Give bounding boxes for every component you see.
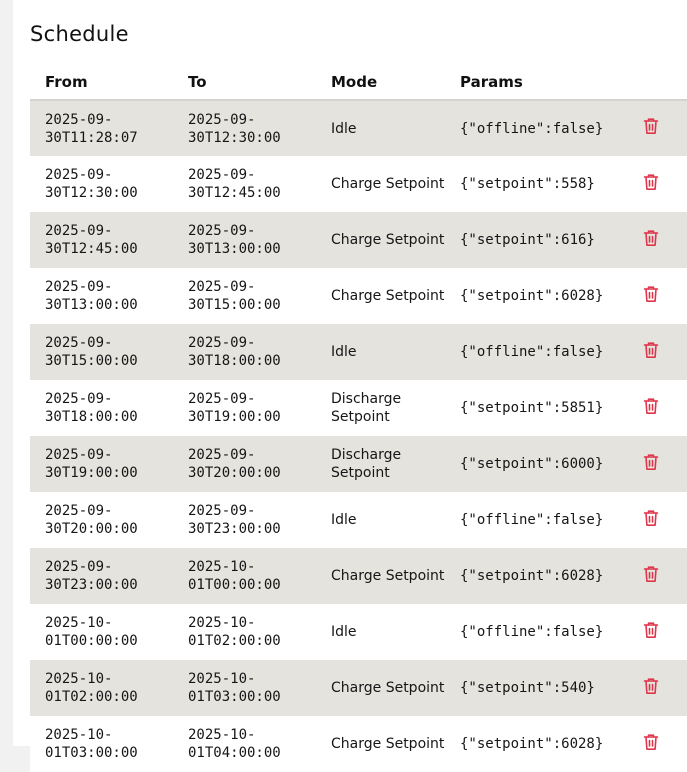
to-time: 01T02:00:00 [188,633,281,649]
from-cell [30,212,173,268]
schedule-panel [13,0,687,761]
from-date: 2025-09- [45,447,113,463]
from-date: 2025-09- [45,223,113,239]
from-date: 2025-09- [45,335,113,351]
from-time: 30T20:00:00 [45,521,138,537]
trash-icon[interactable] [643,229,659,247]
column-header-actions [623,64,687,100]
table-row [30,156,687,212]
from-time: 30T15:00:00 [45,353,138,369]
column-header-params: Params [445,64,623,100]
trash-icon[interactable] [643,397,659,415]
to-cell [173,156,316,212]
from-date: 2025-09- [45,391,113,407]
table-body [30,100,687,772]
actions-cell [623,212,687,268]
params-cell: {"setpoint":616} [460,232,595,248]
mode-cell: Idle [331,624,357,640]
to-cell [173,268,316,324]
to-cell [173,548,316,604]
actions-cell [623,436,687,492]
from-cell [30,100,173,156]
from-cell [30,156,173,212]
column-header-mode: Mode [316,64,445,100]
to-cell [173,660,316,716]
to-cell [173,380,316,436]
table-row [30,212,687,268]
trash-icon[interactable] [643,565,659,583]
from-date: 2025-10- [45,615,113,631]
from-date: 2025-09- [45,279,113,295]
to-time: 01T04:00:00 [188,745,281,761]
from-date: 2025-10- [45,671,113,687]
actions-cell [623,660,687,716]
table-row [30,268,687,324]
to-cell [173,100,316,156]
table-header [30,64,687,100]
actions-cell [623,100,687,156]
from-cell [30,716,173,772]
mode-cell: Idle [331,512,357,528]
trash-icon[interactable] [643,285,659,303]
from-time: 30T12:45:00 [45,241,138,257]
params-cell: {"setpoint":6028} [460,568,604,584]
to-time: 30T18:00:00 [188,353,281,369]
from-cell [30,268,173,324]
params-cell: {"offline":false} [460,120,604,137]
to-cell [173,492,316,548]
to-date: 2025-09- [188,391,256,407]
table-row [30,660,687,716]
to-time: 30T13:00:00 [188,241,281,257]
to-time: 30T19:00:00 [188,409,281,425]
to-cell [173,436,316,492]
to-date: 2025-09- [188,223,256,239]
to-date: 2025-10- [188,671,256,687]
to-time: 01T03:00:00 [188,689,281,705]
to-date: 2025-10- [188,727,256,743]
from-date: 2025-09- [45,111,113,128]
actions-cell [623,492,687,548]
table-row [30,380,687,436]
actions-cell [623,716,687,772]
table-row [30,716,687,772]
from-time: 01T02:00:00 [45,689,138,705]
to-time: 30T20:00:00 [188,465,281,481]
from-date: 2025-09- [45,503,113,519]
from-date: 2025-09- [45,167,113,183]
from-cell [30,436,173,492]
from-cell [30,492,173,548]
mode-cell: Charge Setpoint [331,176,445,192]
trash-icon[interactable] [643,621,659,639]
trash-icon[interactable] [643,677,659,695]
actions-cell [623,324,687,380]
actions-cell [623,548,687,604]
to-time: 30T12:45:00 [188,185,281,201]
column-header-from: From [30,64,173,100]
params-cell: {"setpoint":558} [460,176,595,192]
to-date: 2025-09- [188,111,256,128]
from-time: 30T18:00:00 [45,409,138,425]
params-cell: {"offline":false} [460,624,604,640]
to-date: 2025-09- [188,447,256,463]
to-cell [173,212,316,268]
trash-icon[interactable] [643,117,659,135]
to-time: 30T23:00:00 [188,521,281,537]
params-cell: {"setpoint":6028} [460,288,604,304]
to-time: 30T15:00:00 [188,297,281,313]
table-row [30,548,687,604]
trash-icon[interactable] [643,341,659,359]
mode-cell: Charge Setpoint [331,288,445,304]
trash-icon[interactable] [643,509,659,527]
actions-cell [623,268,687,324]
to-date: 2025-09- [188,503,256,519]
to-cell [173,604,316,660]
params-cell: {"setpoint":6028} [460,736,604,752]
to-date: 2025-10- [188,615,256,631]
to-date: 2025-09- [188,335,256,351]
params-cell: {"offline":false} [460,344,604,360]
from-time: 30T11:28:07 [45,129,138,146]
to-time: 01T00:00:00 [188,577,281,593]
from-time: 01T03:00:00 [45,745,138,761]
mode-cell: Discharge Setpoint [331,447,402,481]
to-date: 2025-09- [188,279,256,295]
table-row [30,100,687,156]
from-date: 2025-10- [45,727,113,743]
mode-cell: Charge Setpoint [331,232,445,248]
trash-icon[interactable] [643,453,659,471]
to-date: 2025-10- [188,559,256,575]
from-cell [30,324,173,380]
from-cell [30,380,173,436]
mode-cell: Discharge Setpoint [331,391,402,425]
to-date: 2025-09- [188,167,256,183]
from-cell [30,604,173,660]
column-header-to: To [173,64,316,100]
from-time: 30T12:30:00 [45,185,138,201]
from-cell [30,660,173,716]
actions-cell [623,604,687,660]
schedule-table [30,64,687,772]
mode-cell: Idle [331,120,357,137]
params-cell: {"setpoint":5851} [460,400,604,416]
page-title: Schedule [30,22,129,46]
table-row [30,324,687,380]
mode-cell: Charge Setpoint [331,568,445,584]
mode-cell: Idle [331,344,357,360]
trash-icon[interactable] [643,173,659,191]
params-cell: {"offline":false} [460,512,604,528]
trash-icon[interactable] [643,733,659,751]
to-cell [173,324,316,380]
to-time: 30T12:30:00 [188,129,281,146]
params-cell: {"setpoint":6000} [460,456,604,472]
mode-cell: Charge Setpoint [331,680,445,696]
mode-cell: Charge Setpoint [331,736,445,752]
params-cell: {"setpoint":540} [460,680,595,696]
to-cell [173,716,316,772]
from-date: 2025-09- [45,559,113,575]
table-row [30,436,687,492]
from-time: 30T23:00:00 [45,577,138,593]
from-cell [30,548,173,604]
actions-cell [623,380,687,436]
from-time: 01T00:00:00 [45,633,138,649]
from-time: 30T19:00:00 [45,465,138,481]
table-row [30,604,687,660]
from-time: 30T13:00:00 [45,297,138,313]
table-row [30,492,687,548]
actions-cell [623,156,687,212]
